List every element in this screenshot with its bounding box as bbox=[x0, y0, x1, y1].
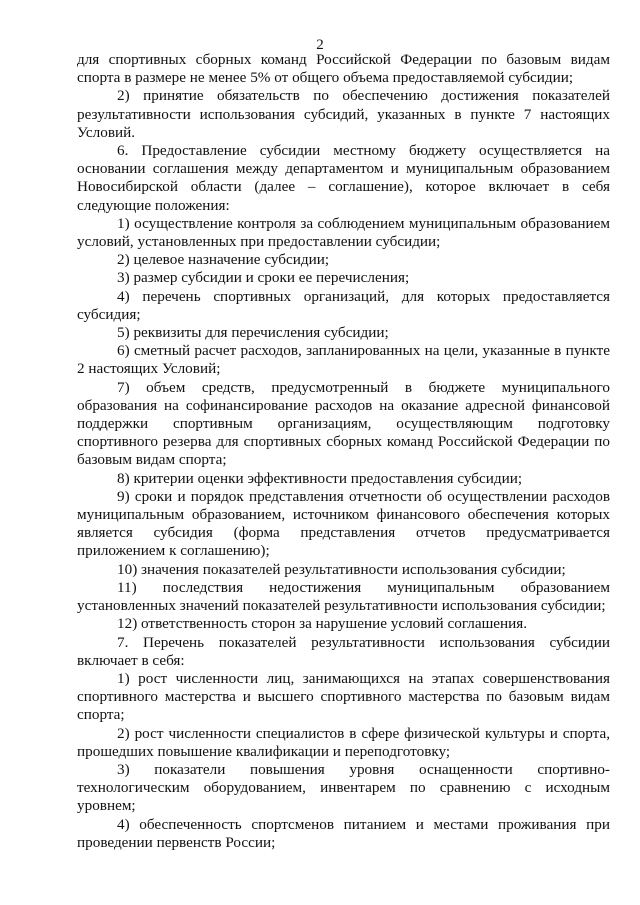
paragraph-item-1-control: 1) осуществление контроля за соблюдением муниципальным образованием условий, установленных при предоставлении субсидии; bbox=[77, 214, 610, 251]
paragraph-continuation: для спортивных сборных команд Российской Федерации по базовым видам спорта в размере не менее 5% от общего объема предоставляемой субсидии; bbox=[77, 51, 610, 87]
paragraph-section-7: 7. Перечень показателей результативности использования субсидии включает в себя: bbox=[77, 633, 610, 669]
paragraph-item-2-purpose: 2) целевое назначение субсидии; bbox=[117, 251, 330, 269]
paragraph-indicator-3: 3) показатели повышения уровня оснащенности спортивно-технологическим оборудованием, инвентарем по сравнению с исходным уровнем; bbox=[77, 760, 610, 815]
paragraph-indicator-2: 2) рост численности специалистов в сфере физической культуры и спорта, прошедших повышение квалификации и переподготовку; bbox=[77, 724, 610, 760]
paragraph-item-7-cofinancing: 7) объем средств, предусмотренный в бюджете муниципального образования на софинансирование расходов на оказание адресной финансовой поддержки спортивным организациям, осуществляющим подготовку спортивного резерва для спортивных сборных команд Российской Федерации по базовым видам спорта; bbox=[77, 378, 610, 469]
paragraph-item-12-responsibility: 12) ответственность сторон за нарушение условий соглашения. bbox=[117, 615, 528, 633]
paragraph-section-6: 6. Предоставление субсидии местному бюджету осуществляется на основании соглашения между департаментом и муниципальным образованием Новосибирской области (далее – соглашение), которое включает в себя следующие положения: bbox=[77, 142, 610, 214]
paragraph-item-3-amount: 3) размер субсидии и сроки ее перечисления; bbox=[117, 269, 410, 287]
paragraph-item-2-obligations: 2) принятие обязательств по обеспечению достижения показателей результативности использования субсидий, указанных в пункте 7 настоящих Условий. bbox=[77, 87, 610, 141]
paragraph-item-11-consequences: 11) последствия недостижения муниципальным образованием установленных значений показателей результативности использования субсидии; bbox=[77, 578, 610, 615]
paragraph-item-9-reporting: 9) сроки и порядок представления отчетности об осуществлении расходов муниципальным образованием, источником финансового обеспечения которых является субсидия (форма представления отчетов предусматривается приложением к соглашению); bbox=[77, 487, 610, 560]
paragraph-item-8-criteria: 8) критерии оценки эффективности предоставления субсидии; bbox=[117, 469, 523, 487]
paragraph-item-10-indicators: 10) значения показателей результативности использования субсидии; bbox=[117, 560, 566, 578]
paragraph-item-6-estimate: 6) сметный расчет расходов, запланированных на цели, указанные в пункте 2 настоящих Условий; bbox=[77, 342, 610, 378]
paragraph-item-4-organizations: 4) перечень спортивных организаций, для которых предоставляется субсидия; bbox=[77, 287, 610, 323]
page-number: 2 bbox=[316, 37, 324, 53]
paragraph-indicator-4: 4) обеспеченность спортсменов питанием и местами проживания при проведении первенств России; bbox=[77, 815, 610, 851]
paragraph-item-5-details: 5) реквизиты для перечисления субсидии; bbox=[117, 324, 389, 342]
document-body bbox=[77, 51, 610, 852]
paragraph-indicator-1: 1) рост численности лиц, занимающихся на этапах совершенствования спортивного мастерства и высшего спортивного мастерства по базовым видам спорта; bbox=[77, 669, 610, 724]
